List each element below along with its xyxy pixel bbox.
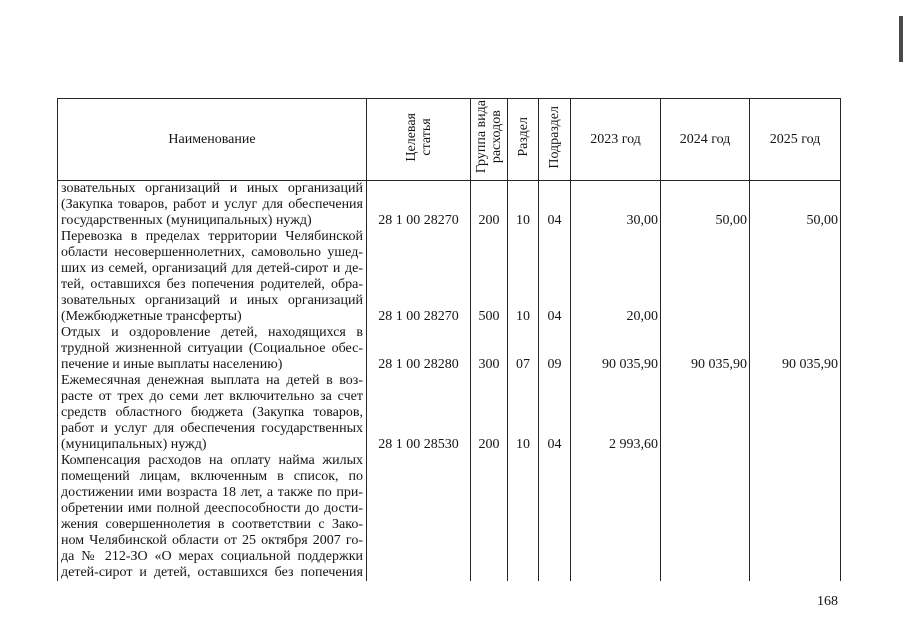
item-name-line: (Закупка товаров, работ и услуг для обеспечения	[61, 197, 363, 212]
subsection-cell: 09	[539, 325, 571, 373]
target-article-cell: 28 1 00 28270	[367, 229, 471, 325]
item-name-line: да № 212-ЗО «О мерах социальной поддержки	[61, 549, 363, 564]
item-name-cell	[58, 325, 367, 373]
expense-group-cell: 300	[471, 325, 508, 373]
item-name-line: помещений лицам, включенным в список, по	[61, 469, 363, 484]
item-name-line: работ и услуг для обеспечения государственных	[61, 421, 363, 436]
item-name-cell	[58, 373, 367, 453]
subsection-cell: 04	[539, 229, 571, 325]
header-name	[58, 99, 367, 181]
subsection-cell	[539, 453, 571, 581]
item-name-line: Ежемесячная денежная выплата на детей в воз-	[61, 373, 363, 388]
header-target-article-label	[404, 113, 434, 162]
header-target-article-line: статья	[418, 118, 434, 156]
target-article-cell: 28 1 00 28530	[367, 373, 471, 453]
item-name-cell	[58, 181, 367, 230]
header-section-label	[516, 117, 531, 157]
table-header	[58, 99, 841, 181]
item-name-line: государственных (муниципальных) нужд)	[61, 213, 312, 228]
amount-2024-cell: 50,00	[661, 181, 750, 230]
amount-2025-cell: 90 035,90	[750, 325, 841, 373]
item-name-line: зовательных организаций и иных организаций	[61, 181, 363, 196]
header-target-article-line: Целевая	[403, 112, 419, 162]
table-row	[58, 373, 841, 453]
item-name-line: средств областного бюджета (Закупка товаров,	[61, 405, 363, 420]
item-name-line: области несовершеннолетних, самовольно ушед-	[61, 245, 363, 260]
subsection-cell: 04	[539, 373, 571, 453]
scan-edge-mark	[899, 16, 903, 62]
item-name-line: Отдых и оздоровление детей, находящихся в	[61, 325, 363, 340]
amount-2025-cell	[750, 373, 841, 453]
header-year-2023-label: 2023 год	[590, 131, 641, 147]
header-expense-group-line: Группа вида	[474, 100, 489, 174]
expense-group-cell: 200	[471, 373, 508, 453]
target-article-cell	[367, 453, 471, 581]
page-number: 168	[817, 594, 838, 609]
table-body	[58, 181, 841, 582]
header-expense-group-line: расходов	[489, 110, 504, 164]
expense-group-cell	[471, 453, 508, 581]
item-name-line: трудной жизненной ситуации (Социальное обес-	[61, 341, 363, 356]
header-year-2025	[750, 99, 841, 181]
header-target-article	[367, 99, 471, 181]
item-name-line: ном Челябинской области от 25 октября 2007 го-	[61, 533, 363, 548]
header-name-label: Наименование	[168, 131, 256, 147]
item-name-line: жения совершеннолетия в соответствии с Зако-	[61, 517, 363, 532]
amount-2024-cell	[661, 229, 750, 325]
amount-2024-cell	[661, 373, 750, 453]
amount-2024-cell	[661, 453, 750, 581]
header-subsection-line: Подраздел	[547, 105, 562, 169]
target-article-cell: 28 1 00 28270	[367, 181, 471, 230]
item-name-line: Компенсация расходов на оплату найма жилых	[61, 453, 363, 468]
header-year-2024	[661, 99, 750, 181]
item-name-line: Перевозка в пределах территории Челябинской	[61, 229, 363, 244]
amount-2023-cell: 90 035,90	[571, 325, 661, 373]
table-row	[58, 453, 841, 581]
item-name-line: (Межбюджетные трансферты)	[61, 309, 242, 324]
header-section	[508, 99, 539, 181]
header-subsection-label	[547, 106, 562, 169]
item-name-cell	[58, 229, 367, 325]
item-name-line: (муниципальных) нужд)	[61, 437, 207, 452]
amount-2025-cell	[750, 229, 841, 325]
item-name-cell	[58, 453, 367, 581]
item-name-line: зовательных организаций и иных организаций	[61, 293, 363, 308]
table-row	[58, 325, 841, 373]
subsection-cell: 04	[539, 181, 571, 230]
header-subsection	[539, 99, 571, 181]
header-year-2023	[571, 99, 661, 181]
header-year-2024-label: 2024 год	[679, 131, 731, 147]
table-row	[58, 181, 841, 230]
header-expense-group-label	[474, 100, 504, 173]
header-expense-group	[471, 99, 508, 181]
budget-table	[57, 98, 841, 581]
header-year-2025-label: 2025 год	[769, 131, 821, 147]
item-name-line: тей, оставшихся без попечения родителей, обра-	[61, 277, 363, 292]
item-name-line: ших из семей, организаций для детей-сирот и де-	[61, 261, 363, 276]
item-name-line: детей-сирот и детей, оставшихся без попечения	[61, 565, 363, 580]
item-name-line: достижении ими возраста 18 лет, а также по при-	[61, 485, 363, 500]
section-cell: 10	[508, 181, 539, 230]
expense-group-cell: 500	[471, 229, 508, 325]
item-name-line: обретении ими полной дееспособности до дости-	[61, 501, 363, 516]
section-cell	[508, 453, 539, 581]
section-cell: 10	[508, 229, 539, 325]
table-row	[58, 229, 841, 325]
item-name-line: расте от трех до семи лет включительно за счет	[61, 389, 363, 404]
section-cell: 07	[508, 325, 539, 373]
amount-2023-cell: 20,00	[571, 229, 661, 325]
amount-2023-cell: 2 993,60	[571, 373, 661, 453]
amount-2023-cell	[571, 453, 661, 581]
header-section-line: Раздел	[515, 117, 531, 157]
target-article-cell: 28 1 00 28280	[367, 325, 471, 373]
expense-group-cell: 200	[471, 181, 508, 230]
amount-2025-cell	[750, 453, 841, 581]
amount-2024-cell: 90 035,90	[661, 325, 750, 373]
amount-2025-cell: 50,00	[750, 181, 841, 230]
section-cell: 10	[508, 373, 539, 453]
amount-2023-cell: 30,00	[571, 181, 661, 230]
item-name-line: печение и иные выплаты населению)	[61, 357, 283, 372]
table-header-row	[58, 99, 841, 181]
